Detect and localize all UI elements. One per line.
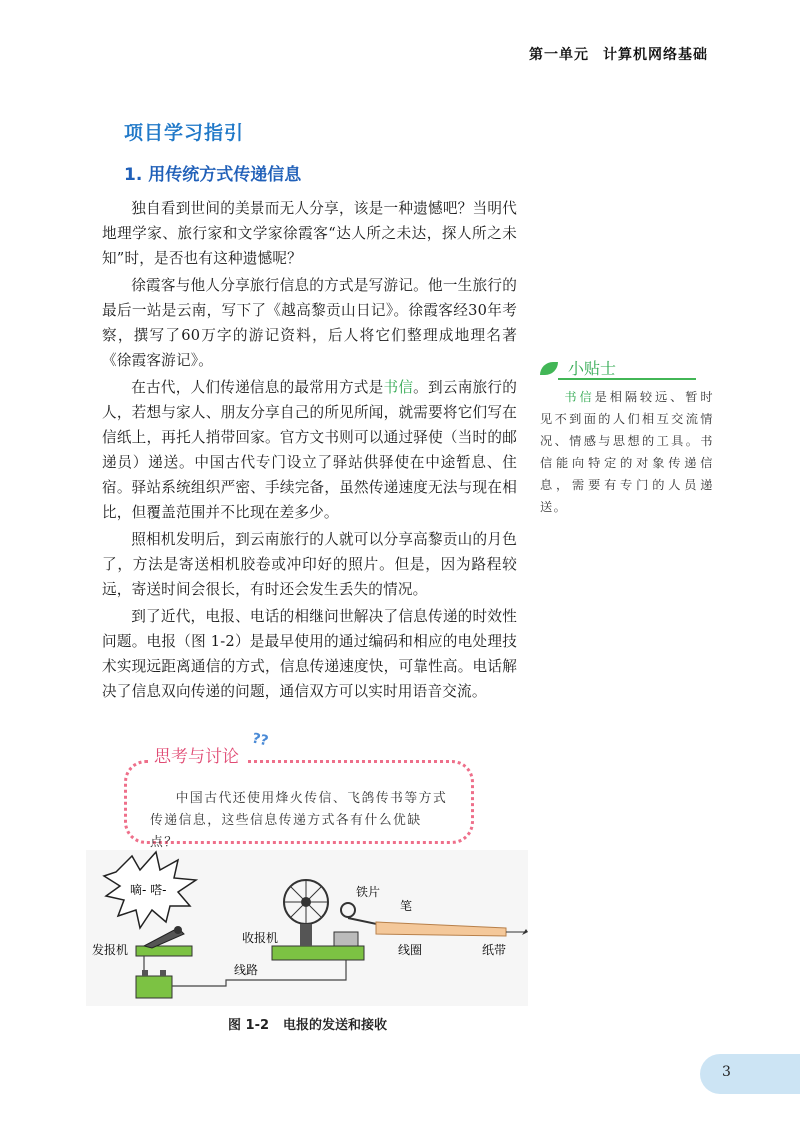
battery-terminal — [160, 970, 166, 976]
transmitter-base — [136, 946, 192, 956]
page-number-tab — [700, 1054, 800, 1094]
coil-icon — [334, 932, 358, 946]
tape-label: 纸带 — [482, 943, 507, 957]
paragraph-text: 。到云南旅行的人，若想与家人、朋友分享自己的所见所闻，就需要将它们写在信纸上，再托人捎带回家。官方文书则可以通过驿使（当时的邮递员）递送。中国古代专门设立了驿站供驿使在中途暂息、住宿。驿站系统组织严密、手续完备，虽然传递速度无法与现在相比，但覆盖范围并不比现在差多少。 — [102, 379, 518, 521]
telegraph-figure — [86, 850, 528, 1006]
coil-label: 线圈 — [398, 943, 423, 957]
discussion-text: 中国古代还使用烽火传信、飞鸽传书等方式传递信息，这些信息传递方式各有什么优缺点？ — [150, 791, 448, 850]
sound-label: 嘀- 嗒- — [130, 883, 167, 897]
discussion-title: 思考与讨论 — [148, 742, 245, 767]
receiver-label: 收报机 — [242, 931, 279, 945]
pen-label: 笔 — [400, 899, 413, 913]
line-label: 线路 — [234, 963, 259, 977]
receiver-post — [300, 924, 312, 946]
receiver-base — [272, 946, 364, 960]
question-marks-icon: ?? — [250, 730, 270, 750]
paragraph: 独自看到世间的美景而无人分享，该是一种遗憾吧？当明代地理学家、旅行家和文学家徐霞客“达人所之未达，探人所之未知”时，是否也有这种遗憾呢？ — [102, 200, 517, 267]
tip-text — [540, 386, 714, 518]
transmitter-label: 发报机 — [92, 943, 129, 957]
unit-label: 第一单元 — [529, 47, 589, 63]
leaf-icon — [540, 362, 558, 375]
paragraph — [102, 375, 517, 525]
telegraph-illustration — [86, 850, 528, 1006]
figure-title: 电报的发送和接收 — [283, 1018, 388, 1033]
paper-tape — [376, 922, 506, 936]
tip-highlight: 书信 — [564, 390, 595, 404]
tip-body — [540, 386, 714, 518]
section-title: 项目学习指引 — [124, 122, 245, 144]
tip-header — [540, 356, 696, 380]
paragraph-text: 在古代，人们传递信息的最常用方式是 — [131, 379, 384, 396]
paragraph: 到了近代，电报、电话的相继问世解决了信息传递的时效性问题。电报（图 1-2）是最早使用的通过编码和相应的电处理技术实现远距离通信的方式，信息传递速度快，可靠性高。电话解决了信息双向传递的问题，通信双方可以实时用语音交流。 — [102, 608, 517, 700]
iron-label: 铁片 — [356, 885, 381, 899]
figure-number: 图 1-2 — [228, 1018, 270, 1033]
iron-plate — [341, 903, 355, 917]
tip-text-rest: 是相隔较远、暂时见不到面的人们相互交流情况、情感与思想的工具。书信能向特定的对象传递信息，需要有专门的人员递送。 — [540, 390, 715, 514]
battery-terminal — [142, 970, 148, 976]
page-header — [529, 44, 708, 64]
main-text — [102, 196, 517, 706]
highlighted-term: 书信 — [383, 379, 414, 396]
wire — [172, 958, 346, 986]
transmitter-knob — [174, 926, 182, 934]
battery-icon — [136, 976, 172, 998]
tip-title: 小贴士 — [568, 359, 617, 378]
paragraph: 照相机发明后，到云南旅行的人就可以分享高黎贡山的月色了，方法是寄送相机胶卷或冲印好的照片。但是，因为路程较远，寄送时间会很长，有时还会发生丢失的情况。 — [102, 531, 517, 598]
subsection-title: 1. 用传统方式传递信息 — [124, 165, 302, 185]
unit-title: 计算机网络基础 — [603, 47, 708, 63]
tip-underline — [558, 378, 696, 380]
paragraph: 徐霞客与他人分享旅行信息的方式是写游记。他一生旅行的最后一站是云南，写下了《越高黎贡山日记》。徐霞客经30年考察，撰写了60万字的游记资料，后人将它们整理成地理名著《徐霞客游记》。 — [102, 277, 517, 369]
figure-caption — [228, 1014, 387, 1033]
page-number: 3 — [722, 1064, 731, 1080]
